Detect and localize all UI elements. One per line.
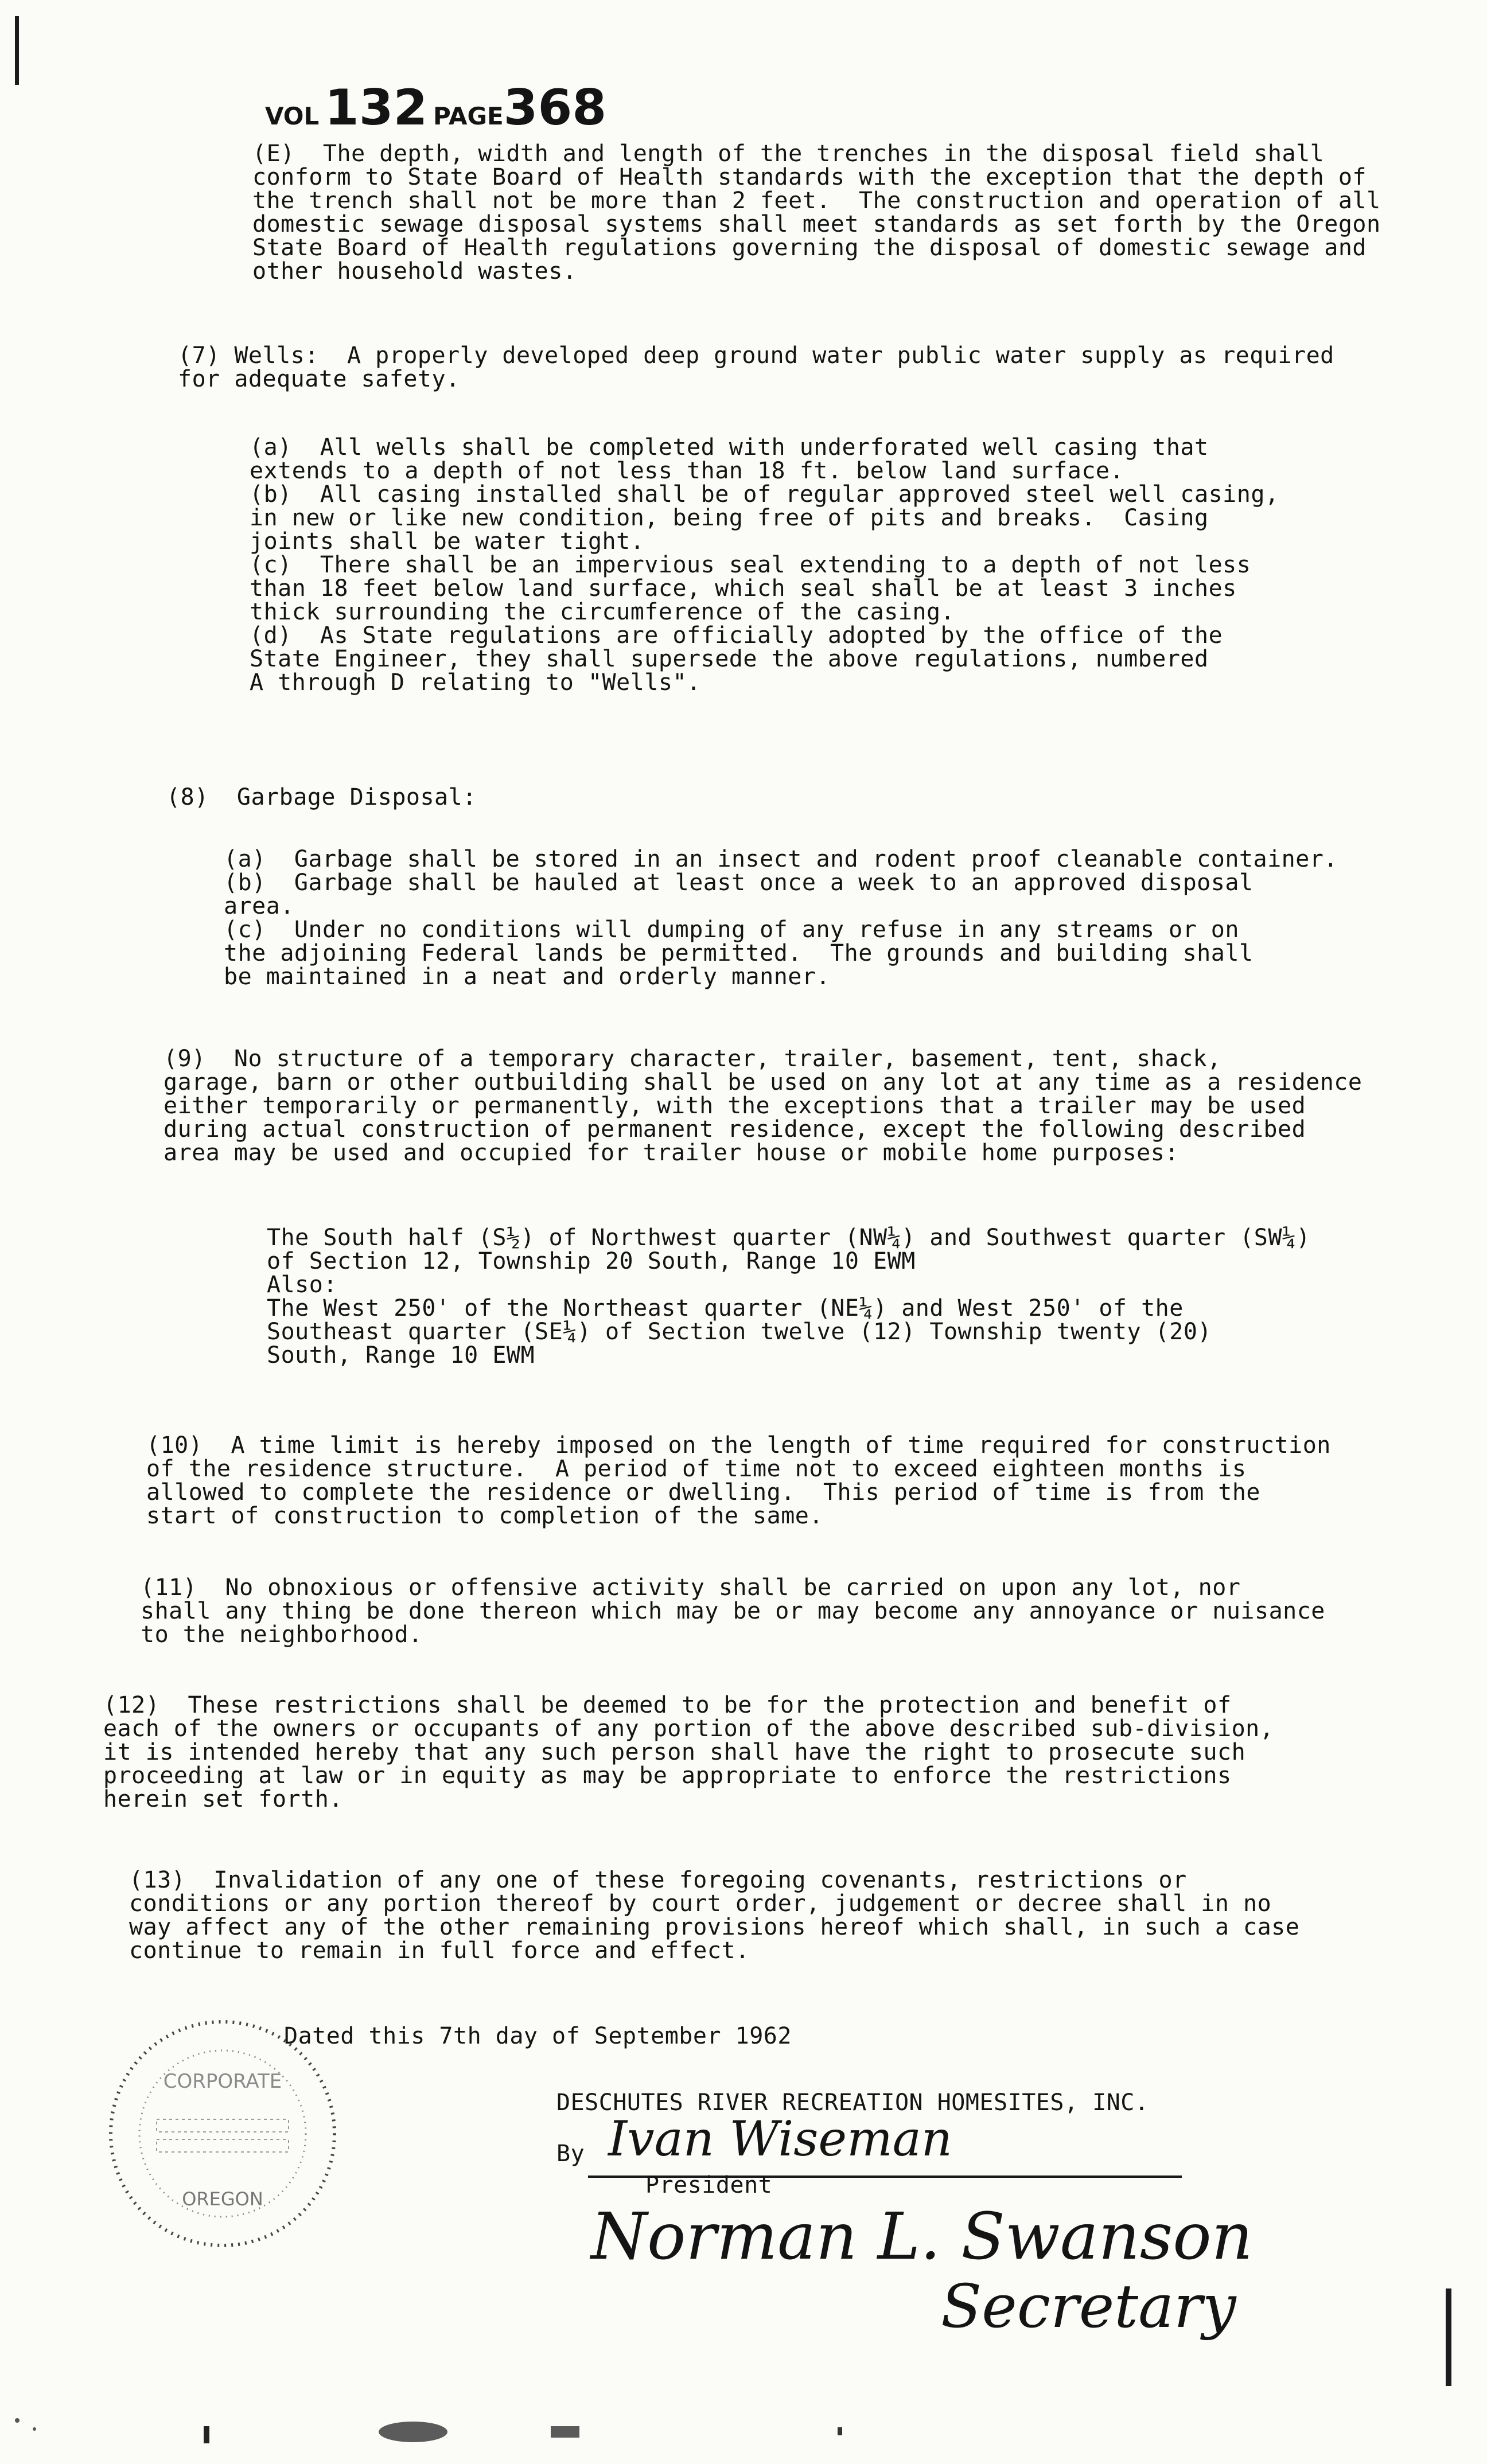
page-number: 368: [503, 79, 607, 137]
dated-line: Dated this 7th day of September 1962: [284, 2023, 792, 2049]
paragraph-e: (E) The depth, width and length of the trenches in the disposal field shall conform to State Board of Health standards with the exception that the depth of the trench shall not be more than 2 feet. The construction and operation of all domestic sewage disposal systems shall meet standards as set forth by the Oregon State Board of Health regulations governing the disposal of domestic sewage and other household wastes.: [252, 141, 1381, 284]
president-title: President: [645, 2172, 773, 2198]
corporate-seal: [102, 2013, 343, 2254]
volume-page-header: [265, 79, 606, 137]
paragraph-11: (11) No obnoxious or offensive activity shall be carried on upon any lot, nor shall any thing be done thereon which may be or may become any annoyance or nuisance to the neighborhood.: [141, 1574, 1325, 1648]
vol-number: 132: [324, 79, 428, 137]
secretary-title: Secretary: [941, 2271, 1236, 2341]
scan-noise: [0, 2397, 1487, 2464]
paragraph-7-items: (a) All wells shall be completed with underforated well casing that extends to a depth of not less than 18 ft. below land surface. (b) All casing installed shall be of regular approved steel well casing, in new or like new condition, being free of pits and breaks. Casing joints shall be water tight. (c) There shall be an impervious seal extending to a depth of not less than 18 feet below land surface, which seal shall be at least 3 inches thick surrounding the circumference of the casing. (d) As State regulations are officially adopted by the office of the State Engineer, they shall supersede the above regulations, numbered A through D relating to "Wells".: [250, 434, 1279, 696]
scan-edge-mark: [1446, 2288, 1451, 2386]
vol-label: VOL: [265, 102, 320, 130]
president-signature: Ivan Wiseman: [608, 2111, 952, 2167]
by-label: By: [556, 2141, 585, 2167]
seal-bottom-text: OREGON: [182, 2188, 263, 2210]
paragraph-12: (12) These restrictions shall be deemed to be for the protection and benefit of each of the owners or occupants of any portion of the above described sub-division, it is intended hereby that any such person shall have the right to prosecute such proceeding at law or in equity as may be appropriate to enforce the restrictions herein set forth.: [103, 1692, 1274, 1812]
page-label: PAGE: [433, 102, 504, 130]
secretary-signature: Norman L. Swanson: [591, 2200, 1253, 2274]
paragraph-7-wells: (7) Wells: A properly developed deep ground water public water supply as required for adequate safety.: [178, 342, 1334, 392]
seal-top-text: CORPORATE: [163, 2070, 282, 2093]
paragraph-9: (9) No structure of a temporary character, trailer, basement, tent, shack, garage, barn or other outbuilding shall be used on any lot at any time as a residence either temporarily or permanently, with the exceptions that a trailer may be used during actual construction of permanent residence, except the following described area may be used and occupied for trailer house or mobile home purposes:: [164, 1046, 1363, 1166]
paragraph-13: (13) Invalidation of any one of these foregoing covenants, restrictions or conditions or any portion thereof by court order, judgement or decree shall in no way affect any of the other remaining provisions hereof which shall, in such a case continue to remain in full force and effect.: [129, 1867, 1300, 1964]
paragraph-10: (10) A time limit is hereby imposed on the length of time required for construction of the residence structure. A period of time not to exceed eighteen months is allowed to complete the residence or dwelling. This period of time is from the start of construction to completion of the same.: [146, 1432, 1331, 1529]
paragraph-8-items: (a) Garbage shall be stored in an insect and rodent proof cleanable container. (b) Garbage shall be hauled at least once a week to an approved disposal area. (c) Under no conditions will dumping of any refuse in any streams or on the adjoining Federal lands be permitted. The grounds and building shall be maintained in a neat and orderly manner.: [224, 846, 1338, 990]
scan-edge-mark: [15, 16, 19, 85]
company-name: DESCHUTES RIVER RECREATION HOMESITES, INC.: [556, 2089, 1149, 2116]
paragraph-8-garbage: (8) Garbage Disposal:: [166, 784, 477, 810]
paragraph-9-description: The South half (S½) of Northwest quarter (NW¼) and Southwest quarter (SW¼) of Section 12, Township 20 South, Range 10 EWM Also: The West 250' of the Northeast quarter (NE¼) and West 250' of the Southeast quarter (SE¼) of Section twelve (12) Township twenty (20) South, Range 10 EWM: [267, 1225, 1311, 1369]
